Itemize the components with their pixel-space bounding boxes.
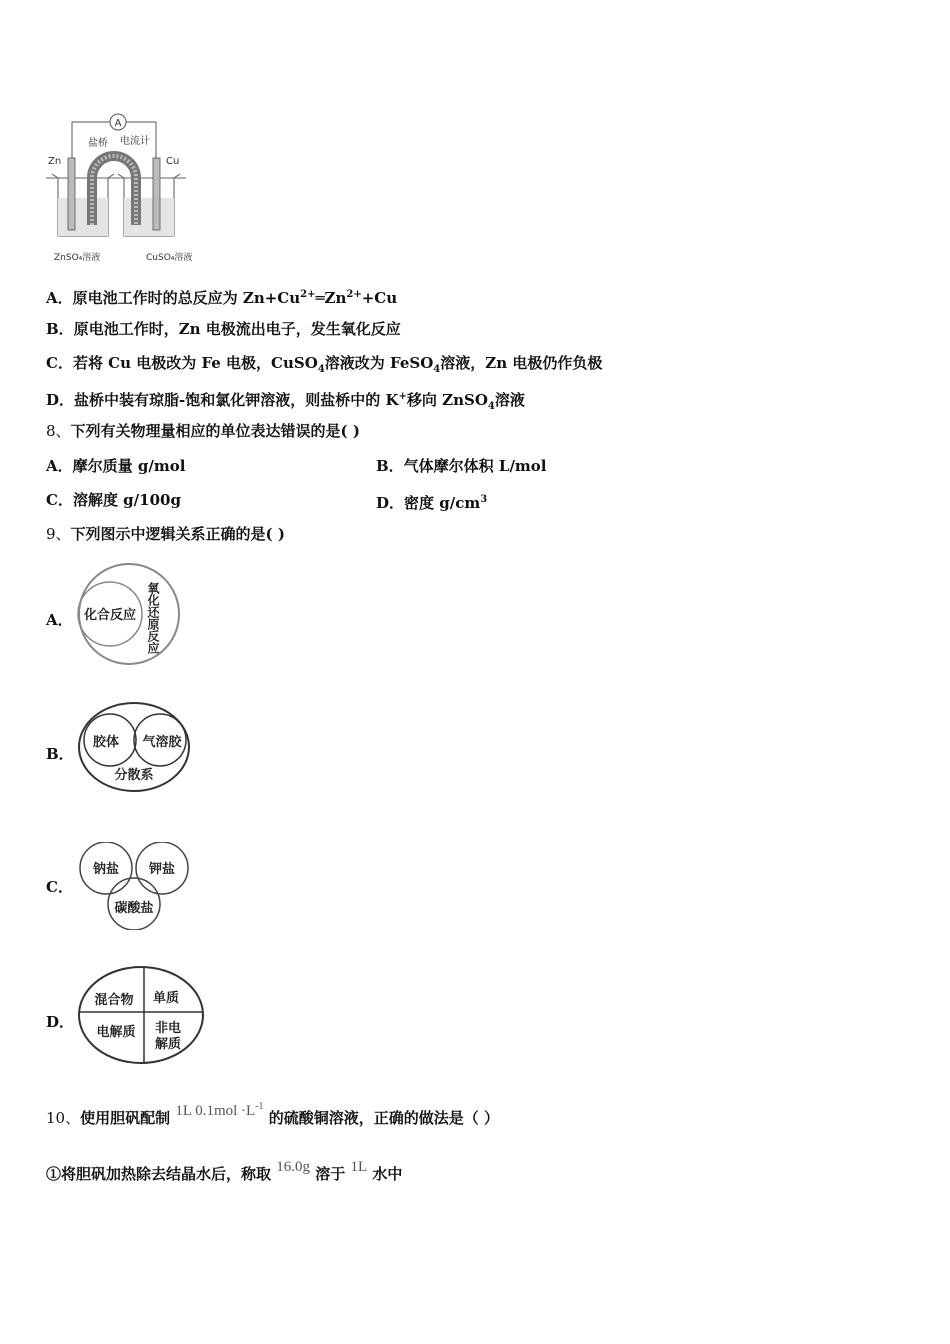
q9-diagram-d	[76, 964, 206, 1066]
q8-option-b: B．气体摩尔体积 L/mol	[376, 457, 547, 475]
svg-text:胶体: 胶体	[92, 735, 120, 750]
q7-option-c: C．若将 Cu 电极改为 Fe 电极，CuSO$_4$溶液改为 FeSO$_4$溶液，Zn 电极仍作负极	[46, 354, 603, 375]
svg-text:气溶胶: 气溶胶	[142, 735, 182, 750]
q9-option-b-label: B．	[46, 745, 74, 763]
q8-option-d: D．密度 $g/cm^3$	[376, 494, 488, 512]
svg-text:盐桥: 盐桥	[88, 138, 108, 149]
q7-option-a: A．原电池工作时的总反应为 $Zn+Cu^{2+}═Zn^{2+}+Cu$	[46, 289, 398, 307]
svg-text:CuSO₄溶液: CuSO₄溶液	[146, 253, 193, 263]
q8-stem: 8、下列有关物理量相应的单位表达错误的是( )	[46, 422, 360, 440]
svg-text:A: A	[114, 118, 122, 129]
q9-diagram-a	[74, 562, 186, 668]
svg-text:Zn: Zn	[48, 156, 62, 167]
svg-text:非电: 非电	[154, 1021, 182, 1036]
svg-text:钠盐: 钠盐	[92, 862, 120, 877]
svg-text:Cu: Cu	[166, 156, 180, 167]
q9-stem: 9、下列图示中逻辑关系正确的是( )	[46, 525, 285, 543]
q8-option-c: C．溶解度 g/100g	[46, 491, 181, 509]
q9-option-d-label: D．	[46, 1013, 75, 1031]
galvanic-cell-figure	[46, 110, 216, 268]
svg-text:化合反应: 化合反应	[83, 608, 137, 623]
svg-text:碳酸盐: 碳酸盐	[114, 901, 154, 916]
svg-text:混合物: 混合物	[94, 993, 134, 1008]
svg-text:解质: 解质	[154, 1037, 182, 1052]
q9-option-c-label: C．	[46, 878, 73, 896]
q9-diagram-c	[76, 842, 194, 930]
svg-text:电流计: 电流计	[120, 136, 150, 147]
q10-stem: 10、使用胆矾配制 1L $0.1mol \cdot L^{-1}$ 的硫酸铜溶液，正确的做法是（ ）	[46, 1101, 500, 1127]
q9-option-a-label: A．	[46, 611, 73, 629]
q10-concentration: 1L $0.1mol \cdot L^{-1}$	[175, 1101, 264, 1119]
q7-option-b: B．原电池工作时，Zn 电极流出电子，发生氧化反应	[46, 320, 401, 338]
svg-text:单质: 单质	[152, 991, 180, 1006]
svg-text:钾盐: 钾盐	[148, 862, 176, 877]
svg-text:分散系: 分散系	[114, 768, 154, 783]
q10-item-1: ①将胆矾加热除去结晶水后，称取 16.0g 溶于 1L 水中	[46, 1159, 403, 1183]
q8-option-a: A．摩尔质量 g/mol	[46, 457, 186, 475]
q9-diagram-b	[76, 700, 194, 796]
q7-option-d: D．盐桥中装有琼脂-饱和氯化钾溶液，则盐桥中的 K+移向 ZnSO$_4$溶液	[46, 391, 525, 412]
svg-text:ZnSO₄溶液: ZnSO₄溶液	[54, 253, 101, 263]
svg-text:电解质: 电解质	[96, 1025, 136, 1040]
svg-text:氧化还原反应: 氧化还原反应	[146, 582, 160, 654]
